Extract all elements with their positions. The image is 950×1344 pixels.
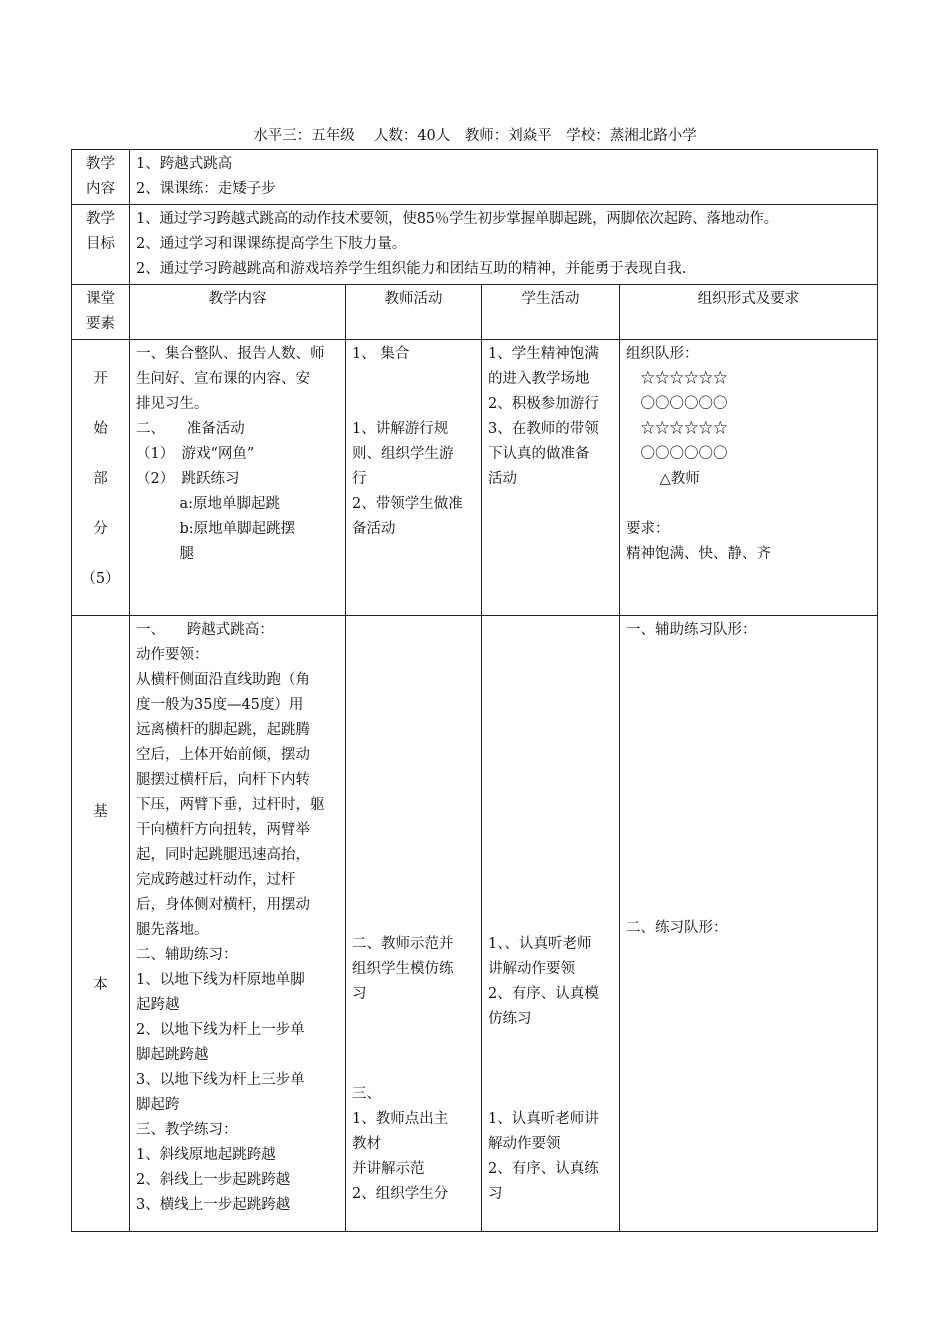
goal-line: 2、通过学习跨越跳高和游戏培养学生组织能力和团结互助的精神，并能勇于表现自我. xyxy=(136,261,687,277)
row-basic-part xyxy=(72,616,878,1232)
text-line: 下压，两臂下垂，过杆时，躯 xyxy=(136,797,325,813)
goal-line: 1、通过学习跨越式跳高的动作技术要领，使85％学生初步掌握单脚起跳，两脚依次起跨、落地动作。 xyxy=(136,211,778,227)
stage-start xyxy=(72,340,130,616)
text-line: （1） 游戏“网鱼” xyxy=(136,446,255,462)
text-line: 动作要领： xyxy=(136,647,209,663)
text-line: 行 xyxy=(352,471,367,487)
text-line: 1、 集合 xyxy=(352,346,410,362)
text-line: 度一般为35度—45度）用 xyxy=(136,697,304,713)
text-line: 1、学生精神饱满 xyxy=(488,346,599,362)
stage-basic xyxy=(72,616,130,1232)
text-line: 1、、认真听老师 xyxy=(488,936,592,952)
start-teacher xyxy=(346,340,482,616)
lesson-header: 水平三：五年级 人数：40人 教师：刘焱平 学校：蒸湘北路小学 xyxy=(253,128,697,144)
label-line: 教学 xyxy=(86,211,115,227)
text-line: 则、组织学生游 xyxy=(352,446,454,462)
text-line: 3、以地下线为杆上三步单 xyxy=(136,1072,305,1088)
stage-char: （5） xyxy=(81,571,120,587)
text-line: 3、在教师的带领 xyxy=(488,421,599,437)
text-line: 从横杆侧面沿直线助跑（角 xyxy=(136,672,310,688)
header-stage xyxy=(72,285,130,340)
formation-star-row: ☆☆☆☆☆☆ xyxy=(626,421,728,437)
text-line: 下认真的做准备 xyxy=(488,446,590,462)
text-line: 三、 xyxy=(352,1086,381,1102)
text-line: 1、认真听老师讲 xyxy=(488,1111,599,1127)
text-line: 二、教师示范并 xyxy=(352,936,454,952)
text-line: 一、辅助练习队形： xyxy=(626,622,757,638)
label-line: 目标 xyxy=(86,236,115,252)
row-start-part xyxy=(72,340,878,616)
header-teacher: 教师活动 xyxy=(346,285,482,340)
row-teaching-content xyxy=(72,150,878,205)
text-line: 2、带领学生做准 xyxy=(352,496,463,512)
text-line: 一、集合整队、报告人数、师 xyxy=(136,346,325,362)
label-line: 要素 xyxy=(86,316,115,332)
teaching-goals-cell xyxy=(130,205,878,285)
text-line: 的进入教学场地 xyxy=(488,371,590,387)
start-org xyxy=(620,340,878,616)
text-line: 1、以地下线为杆原地单脚 xyxy=(136,972,305,988)
stage-char: 始 xyxy=(93,421,108,437)
text-line: 空后，上体开始前倾，摆动 xyxy=(136,747,310,763)
text-line: 脚起跨 xyxy=(136,1097,180,1113)
text-line: 2、组织学生分 xyxy=(352,1186,449,1202)
text-line: 精神饱满、快、静、齐 xyxy=(626,546,771,562)
text-line: 1、讲解游行规 xyxy=(352,421,449,437)
text-line: 后，身体侧对横杆，用摆动 xyxy=(136,897,310,913)
text-line: 2、有序、认真模 xyxy=(488,986,599,1002)
row-teaching-goals xyxy=(72,205,878,285)
teaching-content-cell xyxy=(130,150,878,205)
basic-teacher xyxy=(346,616,482,1232)
content-line: 1、跨越式跳高 xyxy=(136,156,233,172)
start-content xyxy=(130,340,346,616)
row-column-headers xyxy=(72,285,878,340)
text-line: 解动作要领 xyxy=(488,1136,561,1152)
text-line: 二、 准备活动 xyxy=(136,421,245,437)
label-teaching-goals xyxy=(72,205,130,285)
basic-student xyxy=(482,616,620,1232)
text-line: 起，同时起跳腿迅速高抬， xyxy=(136,847,310,863)
content-line: 2、课课练：走矮子步 xyxy=(136,181,276,197)
text-line: 腿先落地。 xyxy=(136,922,209,938)
goal-line: 2、通过学习和课课练提高学生下肢力量。 xyxy=(136,236,407,252)
text-line: b:原地单脚起跳摆 xyxy=(136,521,296,537)
text-line: （2） 跳跃练习 xyxy=(136,471,240,487)
text-line: 2、斜线上一步起跳跨越 xyxy=(136,1172,291,1188)
text-line: 要求： xyxy=(626,521,670,537)
text-line: 干向横杆方向扭转，两臂举 xyxy=(136,822,310,838)
start-student xyxy=(482,340,620,616)
label-teaching-content xyxy=(72,150,130,205)
formation-star-row: ☆☆☆☆☆☆ xyxy=(626,371,728,387)
label-line: 教学 xyxy=(86,156,115,172)
stage-char: 本 xyxy=(93,977,108,993)
text-line: 仿练习 xyxy=(488,1011,532,1027)
stage-char: 基 xyxy=(93,804,108,820)
text-line: 生问好、宣布课的内容、安 xyxy=(136,371,310,387)
text-line: 二、练习队形： xyxy=(626,920,728,936)
text-line: 习 xyxy=(352,986,367,1002)
label-line: 课堂 xyxy=(86,291,115,307)
text-line: a:原地单脚起跳 xyxy=(136,496,281,512)
text-line: 2、积极参加游行 xyxy=(488,396,599,412)
text-line: 远离横杆的脚起跳，起跳腾 xyxy=(136,722,310,738)
basic-content xyxy=(130,616,346,1232)
text-line: 2、以地下线为杆上一步单 xyxy=(136,1022,305,1038)
text-line: 1、教师点出主 xyxy=(352,1111,449,1127)
text-line: 教材 xyxy=(352,1136,381,1152)
stage-char: 部 xyxy=(93,471,108,487)
text-line: 腿摆过横杆后，向杆下内转 xyxy=(136,772,310,788)
text-line: 一、 跨越式跳高： xyxy=(136,622,274,638)
label-line: 内容 xyxy=(86,181,115,197)
stage-char: 开 xyxy=(93,371,108,387)
text-line: 完成跨越过杆动作，过杆 xyxy=(136,872,296,888)
text-line: 组织队形： xyxy=(626,346,699,362)
text-line: 并讲解示范 xyxy=(352,1161,425,1177)
formation-circle-row: 〇〇〇〇〇〇 xyxy=(626,396,728,412)
header-content: 教学内容 xyxy=(130,285,346,340)
text-line: 组织学生模仿练 xyxy=(352,961,454,977)
stage-char: 分 xyxy=(93,521,108,537)
text-line: 腿 xyxy=(136,546,194,562)
text-line: 三、教学练习： xyxy=(136,1122,238,1138)
lesson-plan-table xyxy=(71,149,878,1232)
text-line: 习 xyxy=(488,1186,503,1202)
teacher-marker: △教师 xyxy=(626,471,700,487)
text-line: 二、辅助练习： xyxy=(136,947,238,963)
text-line: 活动 xyxy=(488,471,517,487)
formation-circle-row: 〇〇〇〇〇〇 xyxy=(626,446,728,462)
text-line: 脚起跳跨越 xyxy=(136,1047,209,1063)
text-line: 排见习生。 xyxy=(136,396,209,412)
text-line: 1、斜线原地起跳跨越 xyxy=(136,1147,276,1163)
header-student: 学生活动 xyxy=(482,285,620,340)
text-line: 3、横线上一步起跳跨越 xyxy=(136,1197,291,1213)
basic-org xyxy=(620,616,878,1232)
text-line: 讲解动作要领 xyxy=(488,961,575,977)
text-line: 2、有序、认真练 xyxy=(488,1161,599,1177)
text-line: 备活动 xyxy=(352,521,396,537)
text-line: 起跨越 xyxy=(136,997,180,1013)
header-org: 组织形式及要求 xyxy=(620,285,878,340)
